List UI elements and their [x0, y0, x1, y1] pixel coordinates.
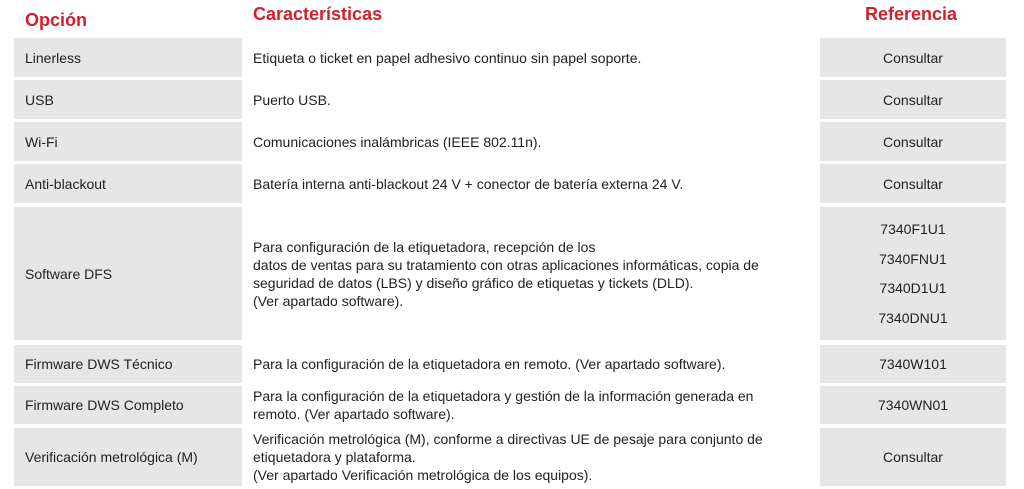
features-line: Puerto USB.: [253, 91, 331, 108]
header-features: Características: [253, 4, 383, 24]
features-line: (Ver apartado Verificación metrológica de los equipos).: [253, 467, 593, 483]
reference-value: 7340DNU1: [878, 310, 948, 327]
features-line: etiquetadora y plataforma.: [253, 449, 416, 465]
reference-cell: [820, 122, 1006, 161]
table-row: [0, 207, 1024, 340]
table-row: [0, 428, 1024, 486]
reference-value: 7340D1U1: [879, 280, 947, 297]
option-cell: USB: [14, 80, 242, 119]
features-cell: [253, 428, 813, 486]
reference-cell: [820, 345, 1006, 383]
features-cell: [253, 80, 813, 119]
features-line: (Ver apartado software).: [253, 292, 404, 309]
reference-cell: [820, 386, 1006, 424]
reference-cell: [820, 428, 1006, 486]
features-line: remoto. (Ver apartado software).: [253, 406, 455, 422]
option-cell: Linerless: [14, 38, 242, 77]
features-line: Para configuración de la etiquetadora, recepción de los: [253, 238, 596, 255]
option-cell: Wi-Fi: [14, 122, 242, 161]
reference-cell: [820, 164, 1006, 203]
features-line: Batería interna anti-blackout 24 V + conector de batería externa 24 V.: [253, 175, 684, 192]
option-cell: Firmware DWS Completo: [14, 386, 242, 424]
features-line: Para la configuración de la etiquetadora y gestión de la información generada en: [253, 388, 754, 404]
reference-cell: [820, 207, 1006, 340]
features-line: Etiqueta o ticket en papel adhesivo continuo sin papel soporte.: [253, 49, 642, 66]
table-row: [0, 345, 1024, 383]
reference-value: Consultar: [883, 449, 943, 465]
option-cell: Verificación metrológica (M): [14, 428, 242, 486]
reference-value: Consultar: [883, 175, 943, 192]
reference-cell: [820, 38, 1006, 77]
option-cell: Firmware DWS Técnico: [14, 345, 242, 383]
table-row: [0, 38, 1024, 77]
reference-value: 7340WN01: [877, 397, 949, 413]
table-row: [0, 386, 1024, 424]
option-cell: Anti-blackout: [14, 164, 242, 203]
features-cell: [253, 38, 813, 77]
features-line: Verificación metrológica (M), conforme a directivas UE de pesaje para conjunto de: [253, 431, 763, 447]
reference-value: Consultar: [883, 49, 943, 66]
features-line: seguridad de datos (LBS) y diseño gráfico de etiquetas y tickets (DLD).: [253, 274, 694, 291]
header-reference: Referencia: [865, 4, 958, 24]
features-cell: [253, 122, 813, 161]
table-row: [0, 80, 1024, 119]
reference-value: 7340F1U1: [880, 220, 946, 237]
reference-value: 7340FNU1: [879, 250, 947, 267]
features-line: Comunicaciones inalámbricas (IEEE 802.11n).: [253, 133, 542, 150]
table-row: [0, 164, 1024, 203]
features-cell: [253, 164, 813, 203]
features-cell: [253, 207, 813, 340]
features-line: datos de ventas para su tratamiento con otras aplicaciones informáticas, copia de: [253, 256, 759, 273]
option-cell: Software DFS: [14, 207, 242, 340]
features-cell: [253, 345, 813, 383]
header-option: Opción: [25, 10, 87, 30]
reference-cell: [820, 80, 1006, 119]
table-row: [0, 122, 1024, 161]
reference-value: 7340W101: [879, 356, 947, 372]
reference-value: Consultar: [883, 133, 943, 150]
reference-value: Consultar: [883, 91, 943, 108]
features-cell: [253, 386, 813, 424]
features-line: Para la configuración de la etiquetadora en remoto. (Ver apartado software).: [253, 356, 726, 372]
